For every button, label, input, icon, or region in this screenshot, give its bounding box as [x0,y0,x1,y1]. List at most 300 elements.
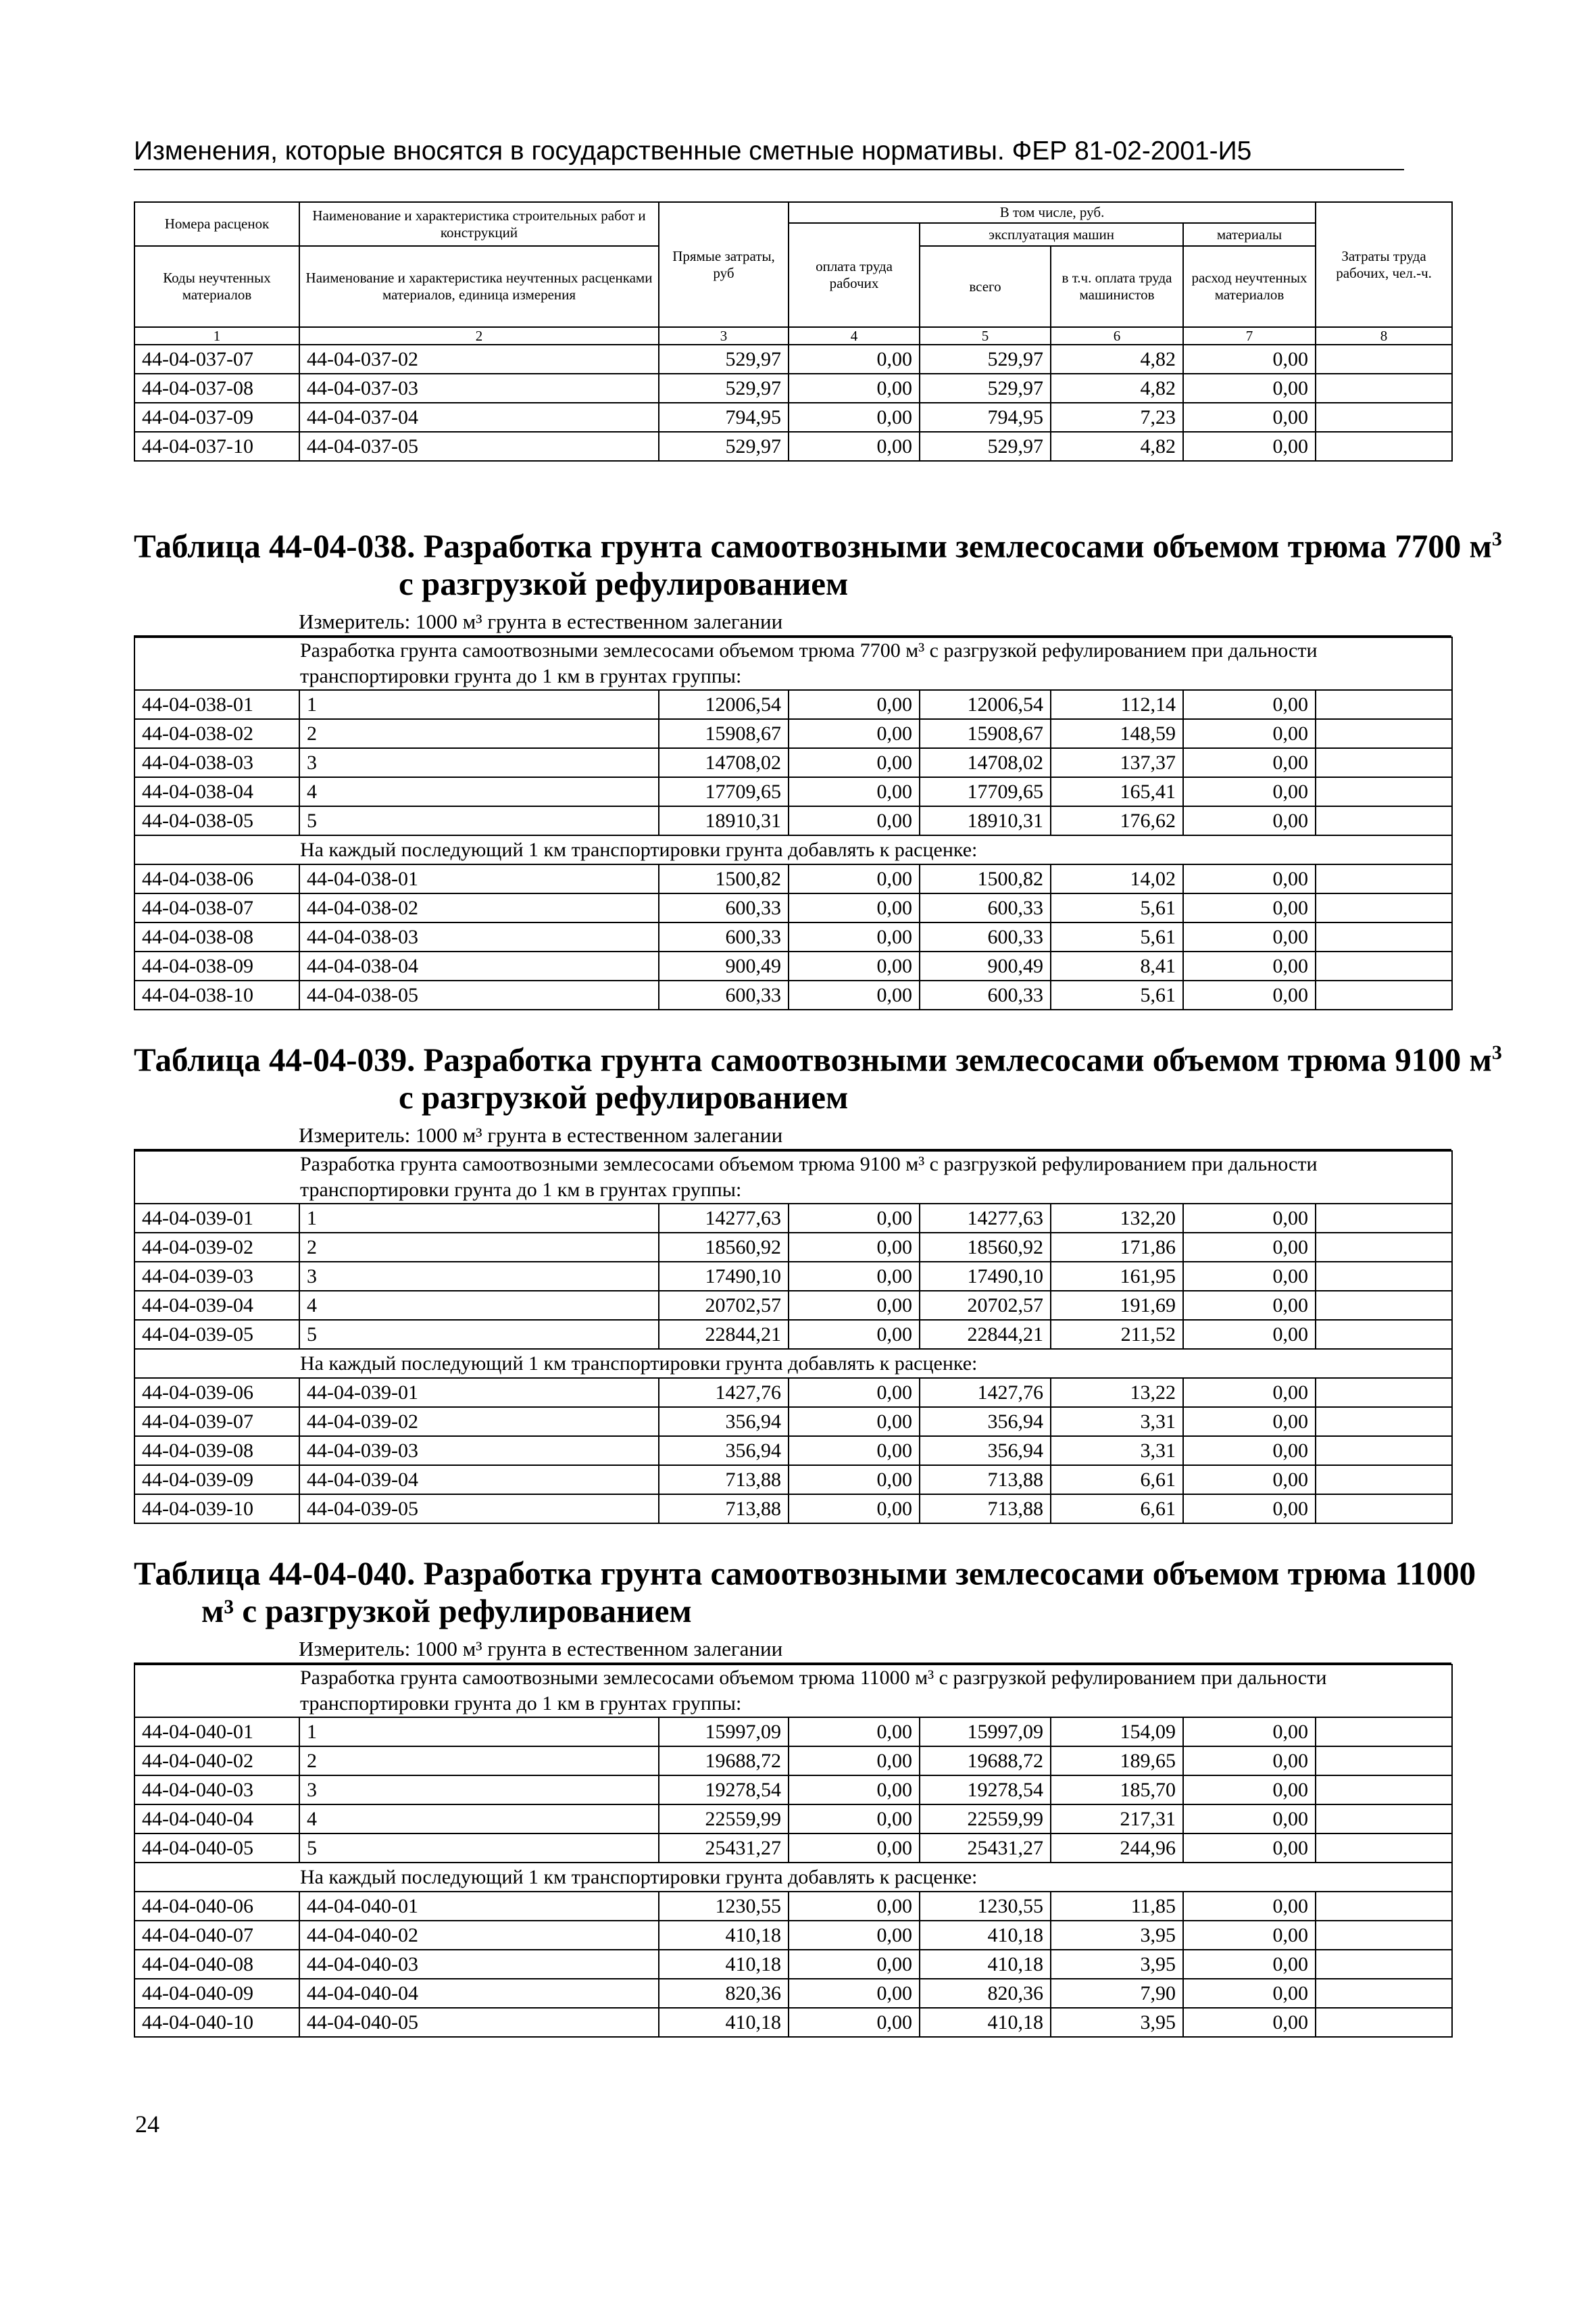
rate-code: 44-04-040-09 [134,1979,299,2008]
rate-name: 1 [299,690,659,719]
cell-value: 0,00 [1183,893,1316,922]
cell-value: 0,00 [1183,922,1316,952]
cell-value: 0,00 [789,1979,920,2008]
rate-name: 5 [299,806,659,835]
cell-value: 0,00 [1183,1717,1316,1746]
cell-value: 713,88 [659,1494,789,1523]
measure-unit: Измеритель: 1000 м³ грунта в естественном залегании [134,1122,1451,1150]
cell-value: 600,33 [920,893,1051,922]
rate-code: 44-04-038-08 [134,922,299,952]
table-title: Таблица 44-04-038. Разработка грунта самоотвозными землесосами объемом трюма 7700 $м^3$ с разгрузкой рефулированием [134,527,1502,603]
rate-name: 3 [299,748,659,777]
col2-title-a: Наименование и характеристика строительных работ и конструкций [299,202,659,246]
cell-value: 0,00 [1183,1494,1316,1523]
rate-code: 44-04-040-05 [134,1833,299,1863]
cell-value: 0,00 [1183,1892,1316,1921]
cell-value: 820,36 [920,1979,1051,2008]
rate-code: 44-04-037-10 [134,432,299,461]
cell-value: 14708,02 [920,748,1051,777]
cell-value: 0,00 [789,1436,920,1465]
cell-value: 0,00 [789,864,920,893]
cell-value [1316,345,1452,374]
cell-value: 0,00 [789,922,920,952]
cell-value: 0,00 [789,1262,920,1291]
cell-value: 0,00 [789,1950,920,1979]
cell-value: 15908,67 [920,719,1051,748]
table-row [134,374,1452,403]
rate-name: 44-04-039-02 [299,1407,659,1436]
cell-value: 0,00 [789,1775,920,1804]
cell-value: 14,02 [1051,864,1183,893]
cell-value: 161,95 [1051,1262,1183,1291]
cell-value [1316,1465,1452,1494]
table-row [134,1407,1452,1436]
cell-value: 0,00 [1183,1291,1316,1320]
table-row [134,777,1452,806]
cell-value: 14708,02 [659,748,789,777]
cell-value: 3,95 [1051,1921,1183,1950]
per-km-note: На каждый последующий 1 км транспортировки грунта добавлять к расценке: [134,1863,1452,1892]
table-row [134,981,1452,1010]
table-row [134,1465,1452,1494]
cell-value: 600,33 [920,981,1051,1010]
rate-code: 44-04-038-04 [134,777,299,806]
rate-name: 44-04-039-04 [299,1465,659,1494]
cell-value: 5,61 [1051,922,1183,952]
cell-value: 0,00 [1183,748,1316,777]
cell-value [1316,432,1452,461]
rate-code: 44-04-040-06 [134,1892,299,1921]
data-table [134,1150,1453,1524]
cell-value: 356,94 [920,1407,1051,1436]
table-row [134,922,1452,952]
cell-value: 17490,10 [659,1262,789,1291]
page-number: 24 [135,2111,159,2138]
cell-value: 410,18 [659,1921,789,1950]
rate-name: 5 [299,1320,659,1349]
cell-value [1316,893,1452,922]
cell-value: 13,22 [1051,1378,1183,1407]
table-row [134,1233,1452,1262]
cell-value [1316,1436,1452,1465]
page-header: Изменения, которые вносятся в государственные сметные нормативы. ФЕР 81-02-2001-И5 [134,135,1404,170]
cell-value: 15997,09 [659,1717,789,1746]
cell-value: 0,00 [1183,1233,1316,1262]
cell-value: 0,00 [789,777,920,806]
cell-value: 0,00 [1183,1804,1316,1833]
cell-value: 4,82 [1051,432,1183,461]
rate-code: 44-04-040-03 [134,1775,299,1804]
cell-value: 15997,09 [920,1717,1051,1746]
cell-value: 0,00 [789,1407,920,1436]
cell-value [1316,1921,1452,1950]
table-row [134,952,1452,981]
cell-value: 19688,72 [659,1746,789,1775]
table-row [134,1804,1452,1833]
rate-code: 44-04-039-05 [134,1320,299,1349]
cell-value: 0,00 [789,1465,920,1494]
rate-code: 44-04-039-04 [134,1291,299,1320]
table-row [134,403,1452,432]
rate-name: 44-04-037-04 [299,403,659,432]
cell-value: 3,31 [1051,1436,1183,1465]
cell-value: 4,82 [1051,374,1183,403]
cell-value: 0,00 [1183,1833,1316,1863]
cell-value: 0,00 [789,403,920,432]
rate-name: 44-04-038-05 [299,981,659,1010]
cell-value: 18560,92 [920,1233,1051,1262]
rate-name: 2 [299,719,659,748]
cell-value [1316,1378,1452,1407]
cell-value: 7,90 [1051,1979,1183,2008]
cell-value [1316,864,1452,893]
rate-name: 3 [299,1262,659,1291]
cell-value: 600,33 [659,893,789,922]
rate-name: 44-04-040-03 [299,1950,659,1979]
cell-value [1316,403,1452,432]
cell-value: 0,00 [1183,1436,1316,1465]
cell-value: 356,94 [920,1436,1051,1465]
cell-value: 20702,57 [659,1291,789,1320]
cell-value [1316,1233,1452,1262]
rate-code: 44-04-039-07 [134,1407,299,1436]
cell-value [1316,1407,1452,1436]
cell-value [1316,1804,1452,1833]
cell-value [1316,2008,1452,2037]
table-row [134,345,1452,374]
rate-code: 44-04-039-02 [134,1233,299,1262]
cell-value: 0,00 [1183,777,1316,806]
cell-value: 18910,31 [659,806,789,835]
cell-value [1316,806,1452,835]
rate-code: 44-04-039-09 [134,1465,299,1494]
cell-value: 17709,65 [659,777,789,806]
cell-value: 410,18 [920,1950,1051,1979]
cell-value: 132,20 [1051,1204,1183,1233]
rate-name: 2 [299,1233,659,1262]
table-row [134,806,1452,835]
cell-value: 713,88 [659,1465,789,1494]
cell-value: 0,00 [789,1833,920,1863]
cell-value: 25431,27 [920,1833,1051,1863]
cell-value: 0,00 [789,690,920,719]
rate-name: 44-04-038-03 [299,922,659,952]
cell-value: 0,00 [1183,1921,1316,1950]
table-row [134,1378,1452,1407]
table-row [134,1775,1452,1804]
table-row [134,748,1452,777]
cell-value: 3,95 [1051,1950,1183,1979]
rate-code: 44-04-040-07 [134,1921,299,1950]
cell-value: 19278,54 [659,1775,789,1804]
cell-value [1316,777,1452,806]
table-038-section [134,520,1502,1010]
cell-value: 0,00 [1183,345,1316,374]
cell-value: 356,94 [659,1407,789,1436]
cell-value: 217,31 [1051,1804,1183,1833]
cell-value: 0,00 [1183,1950,1316,1979]
cell-value: 137,37 [1051,748,1183,777]
rate-name: 44-04-038-02 [299,893,659,922]
cell-value: 0,00 [789,1320,920,1349]
cell-value: 0,00 [789,952,920,981]
cell-value: 189,65 [1051,1746,1183,1775]
cell-value [1316,1262,1452,1291]
cell-value: 6,61 [1051,1465,1183,1494]
cell-value: 0,00 [1183,1979,1316,2008]
table-039-section [134,1034,1502,1524]
cell-value: 5,61 [1051,893,1183,922]
table-row [134,1979,1452,2008]
cell-value: 529,97 [659,374,789,403]
cell-value: 22844,21 [659,1320,789,1349]
cell-value: 1427,76 [659,1378,789,1407]
table-row [134,1833,1452,1863]
cell-value: 0,00 [789,719,920,748]
cell-value: 0,00 [789,806,920,835]
rate-code: 44-04-038-06 [134,864,299,893]
column-header-table [134,201,1453,462]
cell-value: 529,97 [920,374,1051,403]
cell-value [1316,1833,1452,1863]
cell-value: 0,00 [1183,719,1316,748]
rate-code: 44-04-038-07 [134,893,299,922]
cell-value: 0,00 [789,1291,920,1320]
cell-value [1316,1291,1452,1320]
table-row [134,1291,1452,1320]
cell-value: 0,00 [1183,690,1316,719]
rate-code: 44-04-038-05 [134,806,299,835]
table-title: Таблица 44-04-040. Разработка грунта самоотвозными землесосами объемом трюма 11000 м³ с разгрузкой рефулированием [134,1554,1476,1630]
cell-value: 0,00 [1183,1320,1316,1349]
rate-name: 44-04-040-01 [299,1892,659,1921]
rate-code: 44-04-037-07 [134,345,299,374]
cell-value: 1230,55 [920,1892,1051,1921]
cell-value: 0,00 [1183,432,1316,461]
cell-value: 0,00 [1183,374,1316,403]
top-table-section [134,201,1450,462]
rate-name: 44-04-040-04 [299,1979,659,2008]
cell-value: 112,14 [1051,690,1183,719]
cell-value: 211,52 [1051,1320,1183,1349]
rate-code: 44-04-038-03 [134,748,299,777]
cell-value [1316,748,1452,777]
per-km-note: На каждый последующий 1 км транспортировки грунта добавлять к расценке: [134,835,1452,864]
rate-name: 44-04-040-05 [299,2008,659,2037]
cell-value: 0,00 [1183,1262,1316,1291]
cell-value: 6,61 [1051,1494,1183,1523]
cell-value: 0,00 [1183,403,1316,432]
table-row [134,1717,1452,1746]
cell-value: 0,00 [1183,1204,1316,1233]
cell-value: 0,00 [789,1204,920,1233]
cell-value: 3,95 [1051,2008,1183,2037]
cell-value [1316,1979,1452,2008]
cell-value: 410,18 [659,1950,789,1979]
rate-code: 44-04-040-10 [134,2008,299,2037]
table-row [134,1204,1452,1233]
table-row [134,864,1452,893]
rate-name: 44-04-037-02 [299,345,659,374]
table-description: Разработка грунта самоотвозными землесосами объемом трюма 11000 м³ с разгрузкой рефулированием при дальности транспортировки грунта до 1 км в грунтах группы: [134,1665,1452,1717]
rate-name: 44-04-037-05 [299,432,659,461]
cell-value: 600,33 [659,981,789,1010]
cell-value: 4,82 [1051,345,1183,374]
rate-code: 44-04-039-06 [134,1378,299,1407]
cell-value: 0,00 [1183,1746,1316,1775]
cell-value [1316,1746,1452,1775]
rate-code: 44-04-037-09 [134,403,299,432]
table-description: Разработка грунта самоотвозными землесосами объемом трюма 7700 м³ с разгрузкой рефулированием при дальности транспортировки грунта до 1 км в грунтах группы: [134,637,1452,690]
cell-value: 25431,27 [659,1833,789,1863]
cell-value: 0,00 [789,374,920,403]
rate-name: 44-04-040-02 [299,1921,659,1950]
cell-value: 12006,54 [659,690,789,719]
cell-value: 8,41 [1051,952,1183,981]
cell-value: 713,88 [920,1465,1051,1494]
cell-value: 0,00 [1183,1775,1316,1804]
rate-name: 3 [299,1775,659,1804]
cell-value: 0,00 [789,1804,920,1833]
table-row [134,2008,1452,2037]
rate-name: 1 [299,1204,659,1233]
cell-value: 0,00 [789,1233,920,1262]
materials-title: материалы [1183,223,1316,246]
col8-title: Затраты труда рабочих, чел.-ч. [1316,202,1452,327]
table-row [134,1262,1452,1291]
rate-name: 1 [299,1717,659,1746]
cell-value: 0,00 [789,1717,920,1746]
cell-value [1316,1320,1452,1349]
table-title: Таблица 44-04-039. Разработка грунта самоотвозными землесосами объемом трюма 9100 $м^3$ с разгрузкой рефулированием [134,1041,1502,1116]
cell-value: 410,18 [920,1921,1051,1950]
cell-value: 0,00 [1183,981,1316,1010]
cell-value: 17709,65 [920,777,1051,806]
cell-value: 22844,21 [920,1320,1051,1349]
cell-value: 0,00 [789,893,920,922]
cell-value: 19688,72 [920,1746,1051,1775]
cell-value [1316,922,1452,952]
cell-value: 191,69 [1051,1291,1183,1320]
cell-value: 0,00 [789,2008,920,2037]
col6-title: в т.ч. оплата труда машинистов [1051,246,1183,327]
cell-value: 600,33 [659,922,789,952]
cell-value: 600,33 [920,922,1051,952]
cell-value: 0,00 [1183,952,1316,981]
measure-unit: Измеритель: 1000 м³ грунта в естественном залегании [134,608,1451,637]
rate-name: 5 [299,1833,659,1863]
col5-title: всего [920,246,1051,327]
machine-group-title: эксплуатация машин [920,223,1183,246]
table-row [134,1892,1452,1921]
rate-code: 44-04-039-08 [134,1436,299,1465]
cell-value: 0,00 [1183,1378,1316,1407]
table-row [134,690,1452,719]
cell-value [1316,1717,1452,1746]
table-row [134,719,1452,748]
rate-name: 44-04-038-01 [299,864,659,893]
cell-value: 11,85 [1051,1892,1183,1921]
cell-value: 244,96 [1051,1833,1183,1863]
table-row [134,1921,1452,1950]
cell-value: 410,18 [659,2008,789,2037]
cell-value: 0,00 [789,345,920,374]
cell-value: 713,88 [920,1494,1051,1523]
cell-value: 0,00 [789,1921,920,1950]
rate-code: 44-04-040-02 [134,1746,299,1775]
table-row [134,1950,1452,1979]
cell-value: 0,00 [789,1892,920,1921]
group-title: В том числе, руб. [789,202,1316,223]
cell-value: 794,95 [659,403,789,432]
cell-value: 529,97 [920,432,1051,461]
cell-value: 19278,54 [920,1775,1051,1804]
cell-value: 17490,10 [920,1262,1051,1291]
col1-title-b: Коды неучтенных материалов [134,246,299,327]
col3-title: Прямые затраты, руб [659,202,789,327]
rate-name: 44-04-039-03 [299,1436,659,1465]
cell-value [1316,719,1452,748]
data-table [134,1664,1453,2038]
col7-title: расход неучтенных материалов [1183,246,1316,327]
cell-value [1316,981,1452,1010]
cell-value [1316,1204,1452,1233]
cell-value: 165,41 [1051,777,1183,806]
rate-name: 44-04-038-04 [299,952,659,981]
table-row [134,432,1452,461]
cell-value: 3,31 [1051,1407,1183,1436]
cell-value: 185,70 [1051,1775,1183,1804]
rate-name: 44-04-039-05 [299,1494,659,1523]
cell-value: 1427,76 [920,1378,1051,1407]
cell-value: 18560,92 [659,1233,789,1262]
cell-value: 529,97 [920,345,1051,374]
cell-value [1316,690,1452,719]
cell-value: 900,49 [659,952,789,981]
rate-code: 44-04-039-03 [134,1262,299,1291]
cell-value: 0,00 [789,432,920,461]
cell-value: 900,49 [920,952,1051,981]
rate-name: 4 [299,777,659,806]
cell-value: 529,97 [659,345,789,374]
rate-name: 4 [299,1804,659,1833]
cell-value: 1500,82 [920,864,1051,893]
table-row [134,1436,1452,1465]
cell-value: 356,94 [659,1436,789,1465]
cell-value [1316,1950,1452,1979]
cell-value [1316,1494,1452,1523]
table-040-section [134,1548,1476,2038]
rate-code: 44-04-038-01 [134,690,299,719]
cell-value: 20702,57 [920,1291,1051,1320]
cell-value: 1500,82 [659,864,789,893]
col1-title-a: Номера расценок [134,202,299,246]
rate-code: 44-04-040-04 [134,1804,299,1833]
cell-value: 148,59 [1051,719,1183,748]
table-description: Разработка грунта самоотвозными землесосами объемом трюма 9100 м³ с разгрузкой рефулированием при дальности транспортировки грунта до 1 км в грунтах группы: [134,1151,1452,1204]
cell-value: 410,18 [920,2008,1051,2037]
cell-value: 154,09 [1051,1717,1183,1746]
column-numbers-row: 1 2 3 4 5 6 7 8 [134,327,1452,345]
cell-value [1316,1892,1452,1921]
rate-code: 44-04-038-09 [134,952,299,981]
rate-code: 44-04-040-01 [134,1717,299,1746]
cell-value: 0,00 [1183,2008,1316,2037]
rate-name: 44-04-039-01 [299,1378,659,1407]
table-row [134,1746,1452,1775]
measure-unit: Измеритель: 1000 м³ грунта в естественном залегании [134,1635,1451,1664]
cell-value: 14277,63 [659,1204,789,1233]
